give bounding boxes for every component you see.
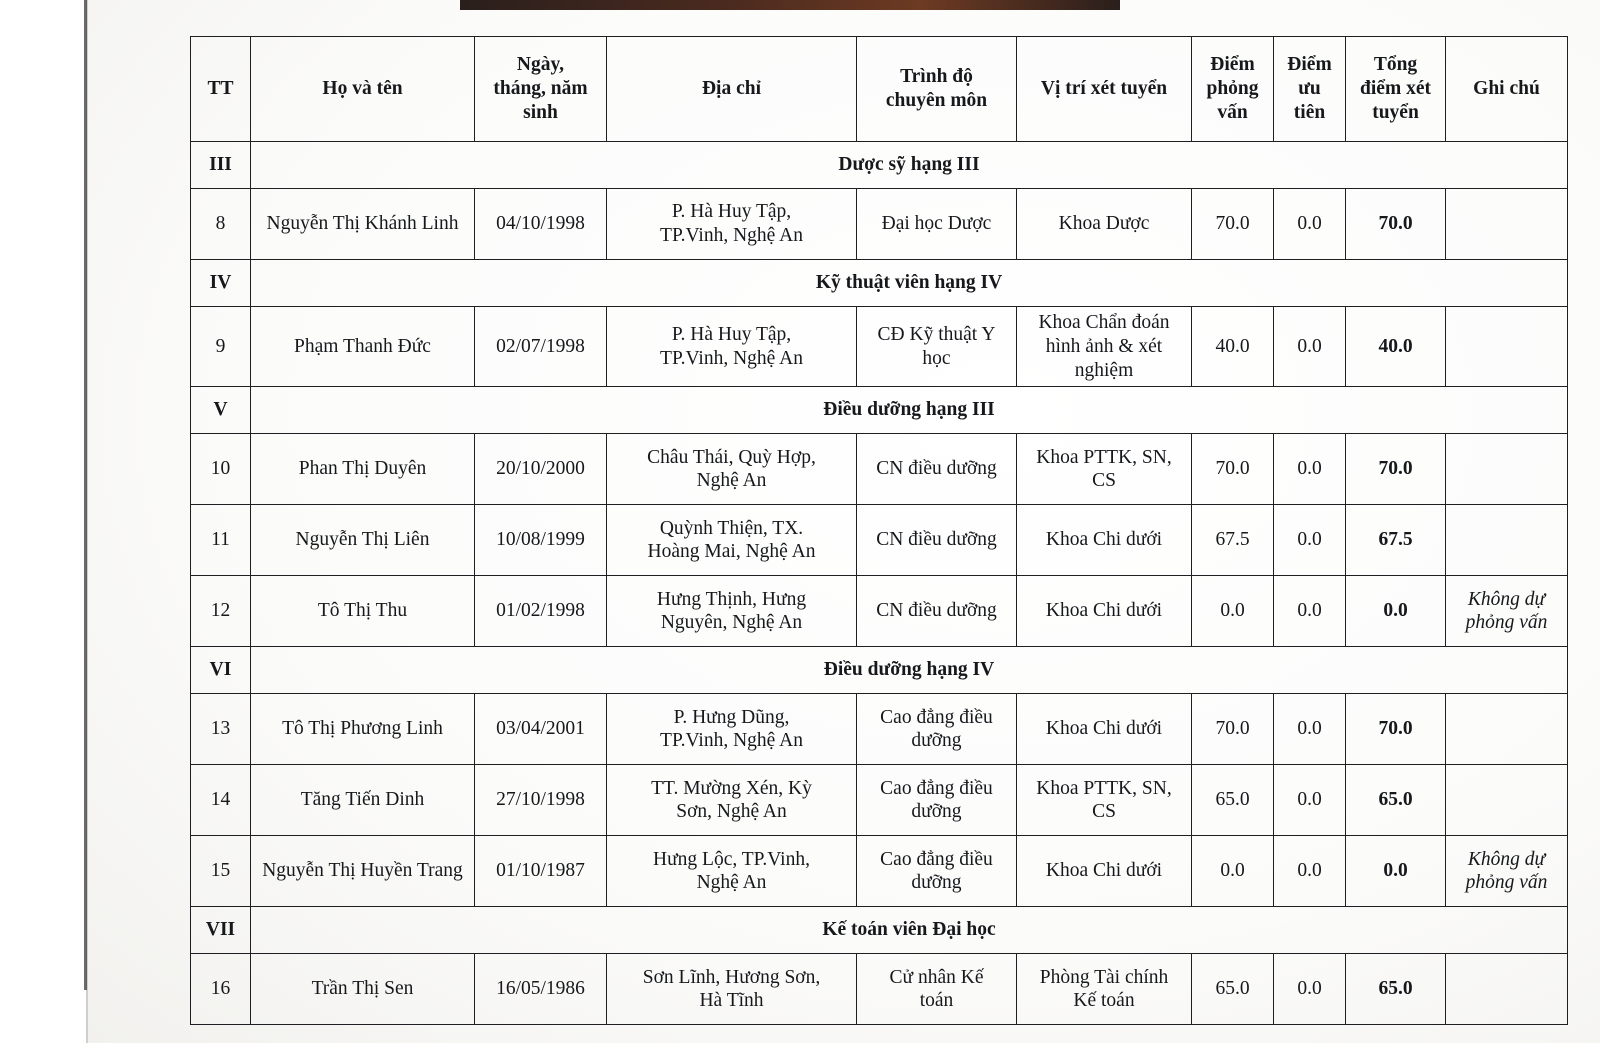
header-priority-line2: ưu — [1298, 78, 1321, 100]
header-dob-line3: sinh — [523, 101, 558, 123]
table-row — [191, 307, 1568, 387]
cell-position — [1017, 954, 1192, 1025]
results-table — [190, 36, 1568, 1025]
cell-tt: 9 — [191, 307, 251, 387]
note-line2: phỏng vấn — [1465, 872, 1548, 894]
section-title: Điều dưỡng hạng III — [251, 387, 1568, 434]
header-address-label: Địa chỉ — [701, 78, 762, 100]
cell-note — [1446, 954, 1568, 1025]
header-position — [1017, 37, 1192, 142]
section-title: Dược sỹ hạng III — [251, 142, 1568, 189]
cell-address — [607, 954, 857, 1025]
cell-priority-score: 0.0 — [1274, 434, 1346, 505]
cell-position — [1017, 434, 1192, 505]
cell-name: Tăng Tiến Dinh — [251, 765, 475, 836]
cell-education — [857, 505, 1017, 576]
position-line2: CS — [1092, 470, 1116, 492]
cell-name: Phan Thị Duyên — [251, 434, 475, 505]
header-priority-score — [1274, 37, 1346, 142]
header-total-line3: tuyển — [1372, 101, 1419, 123]
cell-position — [1017, 765, 1192, 836]
address-line2: Sơn, Nghệ An — [676, 801, 787, 823]
header-dob-line1: Ngày, — [516, 54, 565, 76]
address-line2: TP.Vinh, Nghệ An — [660, 225, 803, 246]
position-line1: Khoa PTTK, SN, — [1036, 777, 1172, 799]
cell-interview-score: 70.0 — [1192, 434, 1274, 505]
section-numeral: III — [191, 142, 251, 189]
section-header-row — [191, 907, 1568, 954]
cell-note — [1446, 505, 1568, 576]
header-note — [1446, 37, 1568, 142]
cell-tt: 13 — [191, 694, 251, 765]
section-title: Điều dưỡng hạng IV — [251, 647, 1568, 694]
cell-position — [1017, 307, 1192, 387]
cell-note — [1446, 576, 1568, 647]
header-note-label: Ghi chú — [1473, 78, 1540, 100]
position-line1: Phòng Tài chính — [1039, 966, 1169, 988]
table-header — [191, 37, 1568, 142]
table-body — [191, 142, 1568, 1025]
cell-interview-score: 40.0 — [1192, 307, 1274, 387]
position-line1: Khoa Chẩn đoán — [1038, 312, 1170, 333]
education-line1: CĐ Kỹ thuật Y — [877, 323, 996, 345]
cell-total-score: 0.0 — [1346, 836, 1446, 907]
cell-education — [857, 307, 1017, 387]
cell-interview-score: 0.0 — [1192, 576, 1274, 647]
cell-note — [1446, 836, 1568, 907]
address-line1: P. Hà Huy Tập, — [671, 201, 792, 223]
address-line1: Sơn Lĩnh, Hương Sơn, — [642, 966, 821, 988]
header-education — [857, 37, 1017, 142]
address-line2: Hoàng Mai, Nghệ An — [647, 541, 816, 563]
cell-note — [1446, 307, 1568, 387]
header-interview-line2: phỏng — [1206, 78, 1259, 100]
cell-priority-score: 0.0 — [1274, 505, 1346, 576]
cell-name: Nguyễn Thị Liên — [251, 505, 475, 576]
cell-dob: 02/07/1998 — [475, 307, 607, 387]
cell-total-score: 70.0 — [1346, 434, 1446, 505]
cell-interview-score: 67.5 — [1192, 505, 1274, 576]
cell-education — [857, 694, 1017, 765]
scan-left-edge — [0, 0, 88, 1043]
header-dob-line2: tháng, năm — [493, 78, 588, 100]
address-line1: P. Hà Huy Tập, — [671, 323, 792, 345]
cell-interview-score: 70.0 — [1192, 694, 1274, 765]
cell-address — [607, 836, 857, 907]
cell-position — [1017, 576, 1192, 647]
education-line1: Đại học Dược — [881, 213, 992, 235]
cell-interview-score: 65.0 — [1192, 765, 1274, 836]
header-total-line1: Tổng — [1373, 54, 1418, 76]
address-line2: Nguyên, Nghệ An — [660, 612, 803, 634]
cell-dob: 27/10/1998 — [475, 765, 607, 836]
cell-total-score: 65.0 — [1346, 954, 1446, 1025]
position-line3: nghiệm — [1074, 359, 1134, 381]
header-edu-line1: Trình độ — [900, 66, 973, 88]
table-row — [191, 189, 1568, 260]
cell-position — [1017, 836, 1192, 907]
cell-address — [607, 765, 857, 836]
cell-dob: 20/10/2000 — [475, 434, 607, 505]
note-line2: phỏng vấn — [1465, 612, 1548, 634]
address-line2: Nghệ An — [696, 872, 767, 894]
cell-education — [857, 576, 1017, 647]
results-table-container — [190, 36, 1548, 1025]
header-interview-line3: vấn — [1217, 101, 1248, 123]
cell-priority-score: 0.0 — [1274, 189, 1346, 260]
cell-name: Tô Thị Thu — [251, 576, 475, 647]
section-header-row — [191, 387, 1568, 434]
section-numeral: V — [191, 387, 251, 434]
header-interview-score — [1192, 37, 1274, 142]
cell-note — [1446, 434, 1568, 505]
cell-interview-score: 0.0 — [1192, 836, 1274, 907]
section-title: Kế toán viên Đại học — [251, 907, 1568, 954]
cell-priority-score: 0.0 — [1274, 836, 1346, 907]
education-line2: dưỡng — [911, 801, 962, 823]
cell-position — [1017, 189, 1192, 260]
education-line2: học — [922, 347, 951, 369]
header-priority-line3: tiên — [1293, 101, 1326, 123]
cell-note — [1446, 189, 1568, 260]
education-line1: Cao đẳng điều — [880, 777, 993, 799]
header-priority-line1: Điểm — [1287, 54, 1332, 76]
scan-top-edge — [460, 0, 1120, 10]
note-line1: Không dự — [1467, 848, 1546, 870]
address-line1: Quỳnh Thiện, TX. — [659, 517, 804, 539]
section-numeral: IV — [191, 260, 251, 307]
cell-dob: 10/08/1999 — [475, 505, 607, 576]
cell-name: Nguyễn Thị Huyền Trang — [251, 836, 475, 907]
cell-name: Phạm Thanh Đức — [251, 307, 475, 387]
header-row — [191, 37, 1568, 142]
cell-tt: 12 — [191, 576, 251, 647]
position-line1: Khoa Chi dưới — [1045, 718, 1163, 740]
address-line2: Hà Tĩnh — [699, 990, 764, 1012]
note-line1: Không dự — [1467, 588, 1546, 610]
education-line1: Cử nhân Kế — [889, 966, 984, 988]
cell-position — [1017, 505, 1192, 576]
position-line1: Khoa Dược — [1058, 213, 1150, 235]
education-line1: CN điều dưỡng — [876, 529, 997, 551]
cell-tt: 11 — [191, 505, 251, 576]
address-line1: P. Hưng Dũng, — [673, 706, 790, 728]
cell-priority-score: 0.0 — [1274, 576, 1346, 647]
table-row — [191, 505, 1568, 576]
cell-address — [607, 576, 857, 647]
cell-address — [607, 505, 857, 576]
table-row — [191, 954, 1568, 1025]
cell-tt: 8 — [191, 189, 251, 260]
address-line1: Hưng Thịnh, Hưng — [656, 588, 807, 610]
education-line1: Cao đẳng điều — [880, 848, 993, 870]
cell-total-score: 67.5 — [1346, 505, 1446, 576]
header-position-label: Vị trí xét tuyển — [1040, 78, 1168, 100]
cell-total-score: 0.0 — [1346, 576, 1446, 647]
cell-total-score: 65.0 — [1346, 765, 1446, 836]
section-header-row — [191, 647, 1568, 694]
cell-priority-score: 0.0 — [1274, 765, 1346, 836]
header-address — [607, 37, 857, 142]
address-line2: Nghệ An — [696, 470, 767, 492]
cell-dob: 03/04/2001 — [475, 694, 607, 765]
section-numeral: VI — [191, 647, 251, 694]
cell-dob: 01/10/1987 — [475, 836, 607, 907]
cell-address — [607, 307, 857, 387]
position-line2: CS — [1092, 801, 1116, 823]
position-line1: Khoa Chi dưới — [1045, 600, 1163, 622]
education-line1: Cao đẳng điều — [880, 706, 993, 728]
position-line2: Kế toán — [1073, 990, 1135, 1012]
cell-note — [1446, 765, 1568, 836]
cell-priority-score: 0.0 — [1274, 307, 1346, 387]
position-line1: Khoa Chi dưới — [1045, 860, 1163, 882]
header-tt-label: TT — [207, 78, 234, 100]
table-row — [191, 434, 1568, 505]
cell-name: Nguyễn Thị Khánh Linh — [251, 189, 475, 260]
cell-address — [607, 694, 857, 765]
cell-priority-score: 0.0 — [1274, 694, 1346, 765]
header-dob — [475, 37, 607, 142]
address-line1: Châu Thái, Quỳ Hợp, — [647, 446, 816, 468]
cell-note — [1446, 694, 1568, 765]
position-line2: hình ảnh & xét — [1045, 335, 1163, 357]
address-line2: TP.Vinh, Nghệ An — [660, 347, 803, 369]
table-row — [191, 836, 1568, 907]
education-line2: dưỡng — [911, 872, 962, 894]
cell-address — [607, 189, 857, 260]
cell-name: Tô Thị Phương Linh — [251, 694, 475, 765]
cell-interview-score: 70.0 — [1192, 189, 1274, 260]
education-line1: CN điều dưỡng — [876, 600, 997, 622]
cell-dob: 04/10/1998 — [475, 189, 607, 260]
education-line1: CN điều dưỡng — [876, 458, 997, 480]
header-edu-line2: chuyên môn — [885, 90, 988, 111]
header-total-score — [1346, 37, 1446, 142]
section-numeral: VII — [191, 907, 251, 954]
cell-dob: 16/05/1986 — [475, 954, 607, 1025]
cell-education — [857, 434, 1017, 505]
cell-total-score: 70.0 — [1346, 189, 1446, 260]
table-row — [191, 576, 1568, 647]
section-title: Kỹ thuật viên hạng IV — [251, 260, 1568, 307]
cell-dob: 01/02/1998 — [475, 576, 607, 647]
header-tt — [191, 37, 251, 142]
address-line1: Hưng Lộc, TP.Vinh, — [653, 848, 810, 870]
cell-position — [1017, 694, 1192, 765]
cell-education — [857, 954, 1017, 1025]
table-row — [191, 765, 1568, 836]
section-header-row — [191, 142, 1568, 189]
address-line2: TP.Vinh, Nghệ An — [660, 730, 803, 752]
header-name — [251, 37, 475, 142]
cell-total-score: 40.0 — [1346, 307, 1446, 387]
cell-education — [857, 836, 1017, 907]
cell-tt: 14 — [191, 765, 251, 836]
cell-tt: 16 — [191, 954, 251, 1025]
cell-address — [607, 434, 857, 505]
education-line2: dưỡng — [911, 730, 962, 752]
header-name-label: Họ và tên — [322, 78, 403, 100]
cell-interview-score: 65.0 — [1192, 954, 1274, 1025]
position-line1: Khoa Chi dưới — [1045, 529, 1163, 551]
address-line1: TT. Mường Xén, Kỳ — [651, 777, 812, 799]
header-interview-line1: Điểm — [1210, 54, 1255, 76]
cell-education — [857, 189, 1017, 260]
cell-education — [857, 765, 1017, 836]
section-header-row — [191, 260, 1568, 307]
header-total-line2: điểm xét — [1360, 78, 1431, 100]
cell-tt: 15 — [191, 836, 251, 907]
cell-name: Trần Thị Sen — [251, 954, 475, 1025]
cell-priority-score: 0.0 — [1274, 954, 1346, 1025]
cell-tt: 10 — [191, 434, 251, 505]
cell-total-score: 70.0 — [1346, 694, 1446, 765]
education-line2: toán — [919, 990, 954, 1012]
table-row — [191, 694, 1568, 765]
position-line1: Khoa PTTK, SN, — [1036, 446, 1172, 468]
